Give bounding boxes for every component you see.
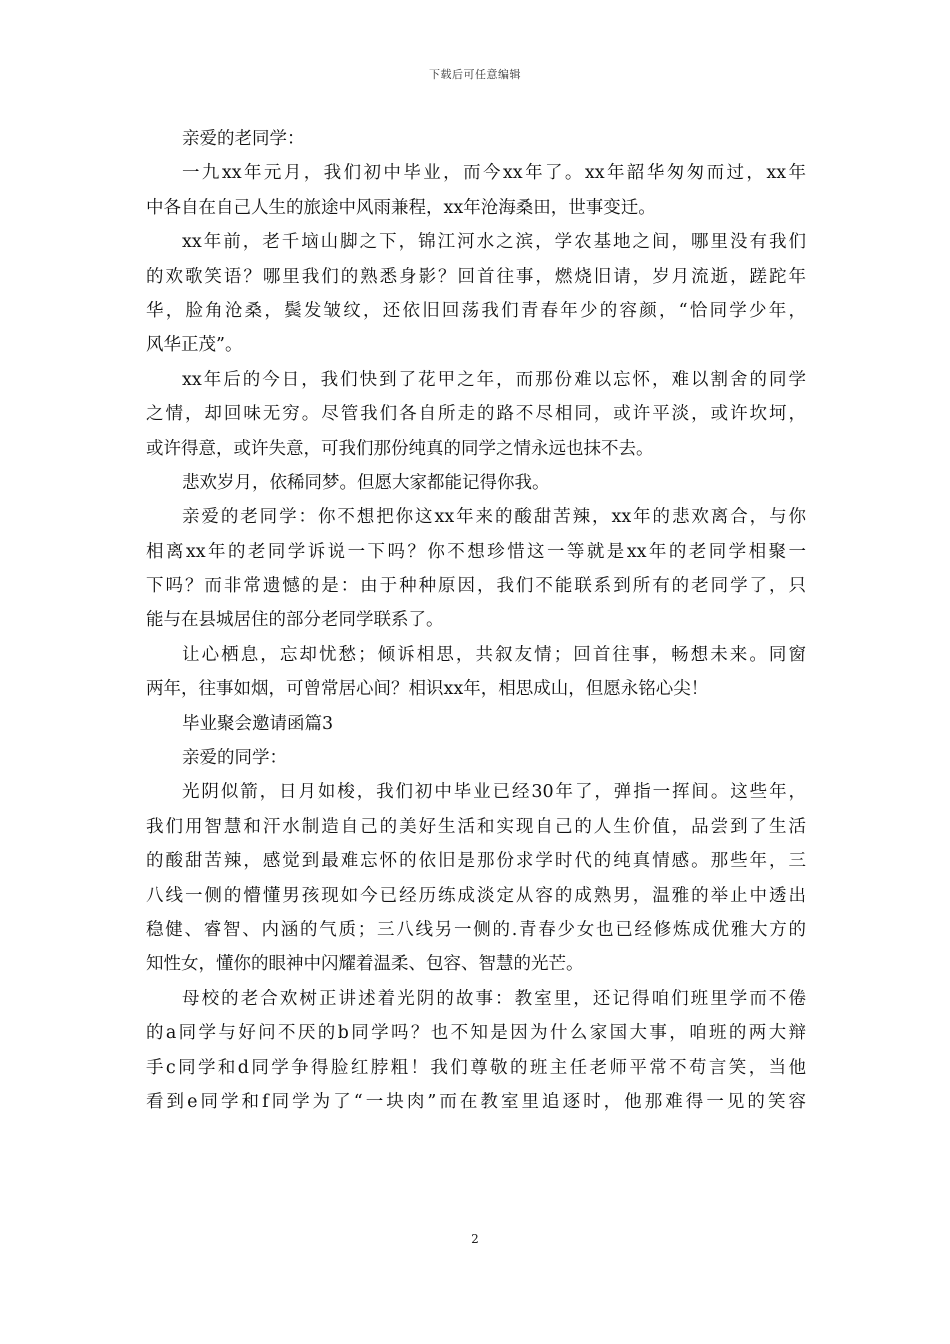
text-line: 让心栖息，忘却忧愁；倾诉相思，共叙友情；回首往事，畅想未来。同窗 bbox=[182, 644, 806, 665]
text-line: 下吗？而非常遗憾的是：由于种种原因，我们不能联系到所有的老同学了，只 bbox=[146, 576, 806, 597]
text-line: 手c同学和d同学争得脸红脖粗！我们尊敬的班主任老师平常不苟言笑，当他 bbox=[146, 1057, 806, 1078]
text-line: 的a同学与好问不厌的b同学吗？也不知是因为什么家国大事，咱班的两大辩 bbox=[146, 1023, 806, 1044]
text-line: 的欢歌笑语？哪里我们的熟悉身影？回首往事，燃烧旧请，岁月流逝，蹉跎年 bbox=[146, 266, 806, 287]
text-line: 一九xx年元月，我们初中毕业，而今xx年了。xx年韶华匆匆而过，xx年 bbox=[182, 163, 806, 184]
text-line: 两年，往事如烟，可曾常居心间？相识xx年，相思成山，但愿永铭心尖！ bbox=[146, 679, 709, 700]
text-line: 华，脸角沧桑，鬓发皱纹，还依旧回荡我们青春年少的容颜，“恰同学少年， bbox=[146, 300, 806, 321]
text-line: 风华正茂”。 bbox=[146, 335, 243, 356]
text-line: 我们用智慧和汗水制造自己的美好生活和实现自己的人生价值，品尝到了生活 bbox=[146, 816, 806, 837]
text-line: 的酸甜苦辣，感觉到最难忘怀的依旧是那份求学时代的纯真情感。那些年，三 bbox=[146, 851, 806, 872]
text-line: 看到e同学和f同学为了“一块肉”而在教室里追逐时，他那难得一见的笑容 bbox=[146, 1091, 806, 1112]
text-line: 光阴似箭，日月如梭，我们初中毕业已经30年了，弹指一挥间。这些年， bbox=[182, 782, 806, 803]
document-body bbox=[146, 122, 806, 1119]
text-line: 母校的老合欢树正讲述着光阴的故事：教室里，还记得咱们班里学而不倦 bbox=[182, 988, 806, 1009]
text-line: 稳健、睿智、内涵的气质；三八线另一侧的.青春少女也已经修炼成优雅大方的 bbox=[146, 919, 806, 940]
text-line: 亲爱的老同学： bbox=[182, 129, 305, 149]
text-line: 能与在县城居住的部分老同学联系了。 bbox=[146, 610, 444, 631]
text-line: xx年前，老千垴山脚之下，锦江河水之滨，学农基地之间，哪里没有我们 bbox=[182, 232, 806, 253]
text-line: 八线一侧的懵懂男孩现如今已经历练成淡定从容的成熟男，温雅的举止中透出 bbox=[146, 885, 806, 906]
text-line: 或许得意，或许失意，可我们那份纯真的同学之情永远也抹不去。 bbox=[146, 438, 654, 459]
text-line: 知性女，懂你的眼神中闪耀着温柔、包容、智慧的光芒。 bbox=[146, 954, 584, 975]
text-line: 中各自在自己人生的旅途中风雨兼程，xx年沧海桑田，世事变迁。 bbox=[146, 197, 656, 218]
text-line: 相离xx年的老同学诉说一下吗？你不想珍惜这一等就是xx年的老同学相聚一 bbox=[146, 541, 806, 562]
text-line: 亲爱的老同学：你不想把你这xx年来的酸甜苦辣，xx年的悲欢离合，与你 bbox=[182, 507, 806, 528]
text-line: 之情，却回味无穷。尽管我们各自所走的路不尽相同，或许平淡，或许坎坷， bbox=[146, 404, 806, 425]
text-line: 亲爱的同学： bbox=[182, 748, 287, 769]
text-line: xx年后的今日，我们快到了花甲之年，而那份难以忘怀，难以割舍的同学 bbox=[182, 369, 806, 390]
text-line: 悲欢岁月，依稀同梦。但愿大家都能记得你我。 bbox=[182, 472, 550, 493]
page-number: 2 bbox=[471, 1232, 479, 1246]
page-header: 下载后可任意编辑 bbox=[429, 68, 521, 81]
text-line: 毕业聚会邀请函篇3 bbox=[182, 713, 334, 734]
